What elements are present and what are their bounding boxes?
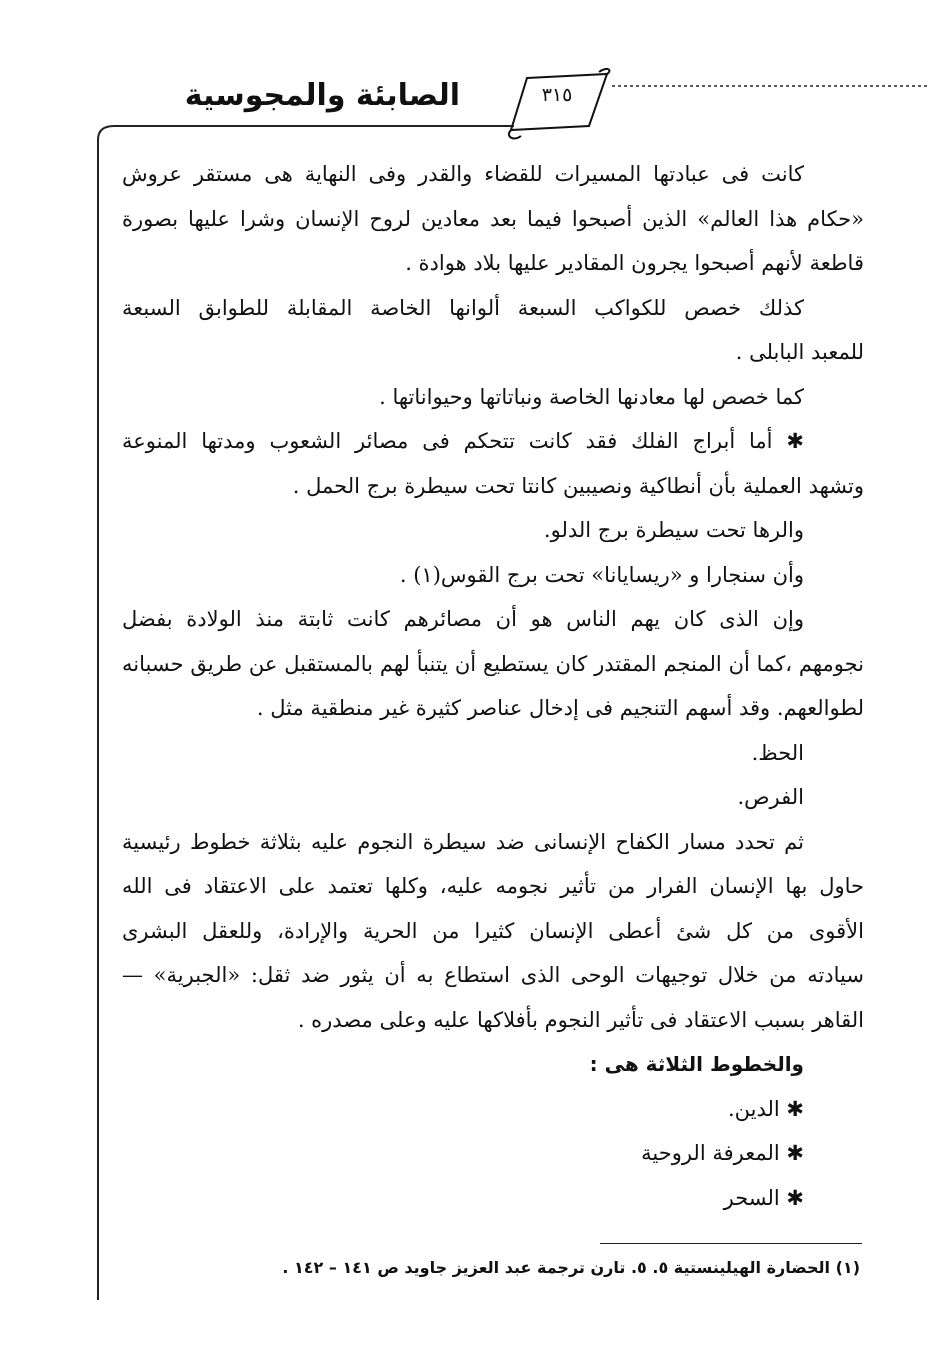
body-line: للمعبد البابلى . bbox=[735, 340, 864, 364]
body-line: كذلك خصص للكواكب السبعة ألوانها الخاصة المقابلة للطوابق السبعة bbox=[122, 295, 804, 320]
body-line: سيادته من خلال توجيهات الوحى الذى استطاع به أن يثور ضد ثقل: «الجبرية» — bbox=[122, 963, 864, 987]
body-line: نجومهم ،كما أن المنجم المقتدر كان يستطيع أن يتنبأ لهم بالمستقبل عن طريق حسبانه bbox=[122, 651, 864, 676]
body-line: الفرص. bbox=[737, 785, 804, 809]
body-line: ✱ أما أبراج الفلك فقد كانت تتحكم فى مصائر الشعوب ومدتها المنوعة bbox=[122, 429, 804, 453]
body-line: وإن الذى كان يهم الناس هو أن مصائرهم كانت ثابتة منذ الولادة بفضل bbox=[122, 607, 804, 631]
body-line: والخطوط الثلاثة هى : bbox=[589, 1052, 804, 1076]
body-line: «حكام هذا العالم» الذين أصبحوا فيما بعد معادين لروح الإنسان وشرا عليها بصورة bbox=[122, 206, 864, 231]
body-line: الحظ. bbox=[751, 740, 804, 765]
body-line: كانت فى عبادتها المسيرات للقضاء والقدر وفى النهاية هى مستقر عروش bbox=[122, 162, 804, 186]
body-line: الأقوى من كل شئ أعطى الإنسان كثيرا من الحرية والإرادة، وللعقل البشرى bbox=[122, 918, 864, 943]
body-line: ✱ المعرفة الروحية bbox=[641, 1141, 804, 1165]
body-line: ✱ السحر bbox=[723, 1185, 804, 1210]
body-text bbox=[122, 152, 864, 1220]
footnote-rule bbox=[600, 1243, 862, 1244]
body-line: وأن سنجارا و «ريسايانا» تحت برج القوس(١) . bbox=[399, 562, 804, 587]
body-line: ثم تحدد مسار الكفاح الإنسانى ضد سيطرة النجوم عليه بثلاثة خطوط رئيسية bbox=[122, 829, 804, 854]
body-line: حاول بها الإنسان الفرار من تأثير نجومه عليه، وكلها تعتمد على الاعتقاد فى الله bbox=[122, 874, 864, 898]
body-line: ✱ الدين. bbox=[727, 1096, 804, 1121]
body-line: وتشهد العملية بأن أنطاكية ونصيبين كانتا تحت سيطرة برج الحمل . bbox=[292, 473, 864, 498]
body-line: لطوالعهم. وقد أسهم التنجيم فى إدخال عناصر كثيرة غير منطقية مثل . bbox=[256, 696, 864, 720]
running-header-title: الصابئة والمجوسية bbox=[184, 78, 460, 113]
body-line: والرها تحت سيطرة برج الدلو. bbox=[543, 518, 804, 542]
body-line: القاهر بسبب الاعتقاد فى تأثير النجوم بأفلاكها عليه وعلى مصدره . bbox=[297, 1007, 864, 1032]
footnote: (١) الحضارة الهيلينستية ٥. ٥. تارن ترجمة عبد العزيز جاويد ص ١٤١ – ١٤٢ . bbox=[282, 1258, 860, 1277]
body-line: كما خصص لها معادنها الخاصة ونباتاتها وحيواناتها . bbox=[379, 384, 804, 409]
body-line: قاطعة لأنهم أصبحوا يجرون المقادير عليها بلاد هوادة . bbox=[405, 251, 864, 275]
page-number: ٣١٥ bbox=[541, 84, 573, 106]
